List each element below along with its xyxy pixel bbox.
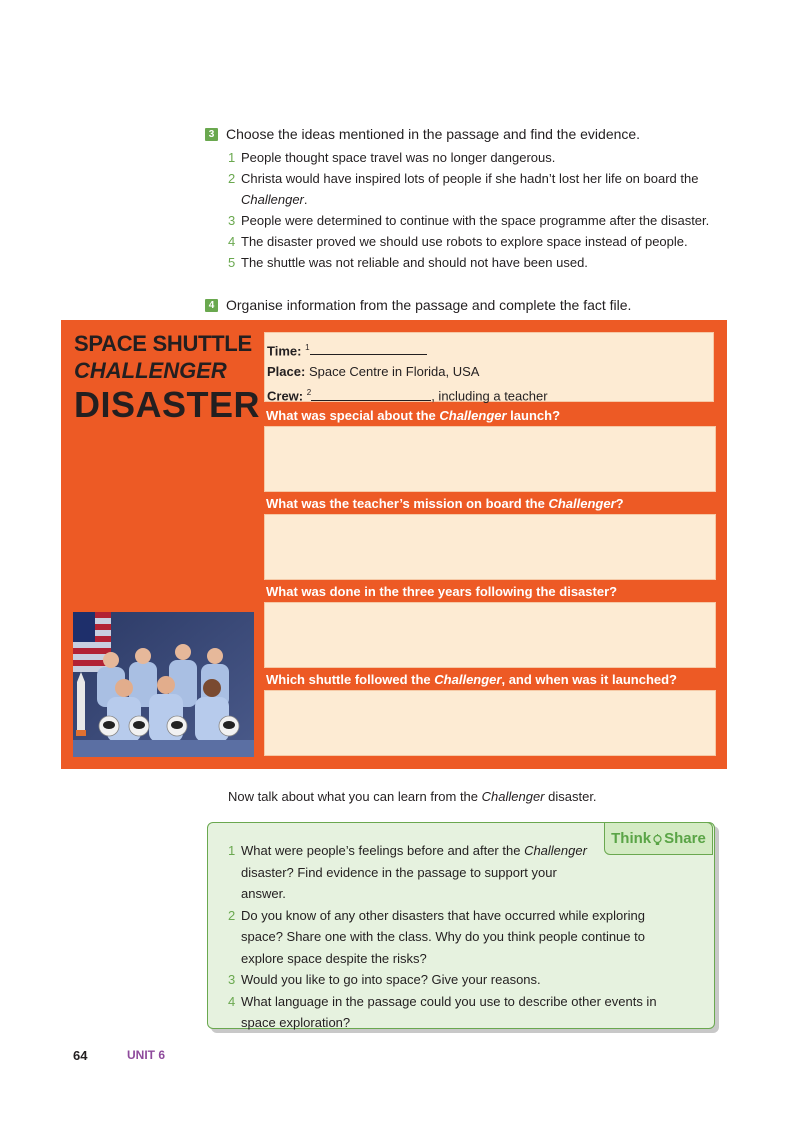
list-item: 3 Would you like to go into space? Give your reasons.: [228, 972, 541, 987]
list-item: [228, 147, 728, 168]
item-number: 3: [228, 213, 236, 228]
title-line-1: SPACE SHUTTLE: [74, 331, 252, 356]
fact-info-box: [264, 332, 714, 402]
list-item: 4 What language in the passage could you use to describe other events in space exploration?: [228, 993, 657, 1030]
question-2-label: What was the teacher’s mission on board the Challenger?: [266, 496, 624, 511]
item-text: The shuttle was not reliable and should not have been used.: [241, 255, 588, 270]
place-row: [267, 361, 713, 382]
crew-blank[interactable]: [311, 387, 431, 401]
think-share-tag: Think Share: [604, 822, 713, 855]
item-text: People thought space travel was no longer dangerous.: [241, 150, 556, 165]
list-item: 2 Do you know of any other disasters that have occurred while exploring space? Share one with the class. Why do you think people continue to explore space despite the risks?: [228, 907, 645, 966]
page-number: 64: [73, 1048, 88, 1063]
task3-heading: [205, 126, 640, 142]
fact-file-title: [74, 331, 259, 425]
task3-number: 3: [205, 128, 218, 141]
item-text: People were determined to continue with the space programme after the disaster.: [241, 213, 710, 228]
item-number: 5: [228, 255, 236, 270]
crew-photo: [73, 612, 254, 757]
question-3-label: What was done in the three years following the disaster?: [266, 584, 618, 599]
list-item: [228, 210, 728, 231]
task4-number: 4: [205, 299, 218, 312]
title-line-2: CHALLENGER: [74, 358, 227, 384]
task4-instruction: Organise information from the passage and complete the fact file.: [226, 297, 632, 313]
unit-label: UNIT 6: [127, 1048, 166, 1062]
place-label: Place:: [267, 364, 306, 380]
item-number: 1: [228, 150, 236, 165]
time-row: Time: $^1$: [267, 337, 713, 361]
answer-box-3[interactable]: [264, 602, 716, 668]
item-number: 2: [228, 171, 236, 186]
task4-heading: [205, 297, 631, 313]
talk-prompt: Now talk about what you can learn from the Challenger disaster.: [228, 789, 597, 804]
item-text: The disaster proved we should use robots to explore space instead of people.: [241, 234, 688, 249]
crew-label: Crew:: [267, 388, 304, 404]
answer-box-2[interactable]: [264, 514, 716, 580]
task3-instruction: Choose the ideas mentioned in the passage and find the evidence.: [226, 126, 641, 142]
answer-box-4[interactable]: [264, 690, 716, 756]
time-label: Time:: [267, 343, 302, 359]
item-number: 4: [228, 234, 236, 249]
answer-box-1[interactable]: [264, 426, 716, 492]
item-text: Christa would have inspired lots of people if she hadn’t lost her life on board the Challenger.: [241, 171, 699, 207]
question-4-label: Which shuttle followed the Challenger, and when was it launched?: [266, 672, 677, 687]
title-line-3: DISASTER: [74, 383, 261, 425]
question-1-label: What was special about the Challenger launch?: [266, 408, 561, 423]
crew-row: Crew: $^2$ , including a teacher: [267, 388, 548, 404]
think-share-list: [228, 840, 698, 1034]
task3-list: [228, 147, 728, 273]
time-blank[interactable]: [310, 341, 427, 355]
list-item: 1 What were people’s feelings before and after the Challenger disaster? Find evidence in the passage to support your answer.: [228, 843, 587, 901]
place-value: Space Centre in Florida, USA: [308, 364, 480, 380]
list-item: [228, 231, 728, 252]
list-item: [228, 168, 728, 210]
crew-photo-illustration: [73, 612, 254, 757]
list-item: [228, 252, 728, 273]
